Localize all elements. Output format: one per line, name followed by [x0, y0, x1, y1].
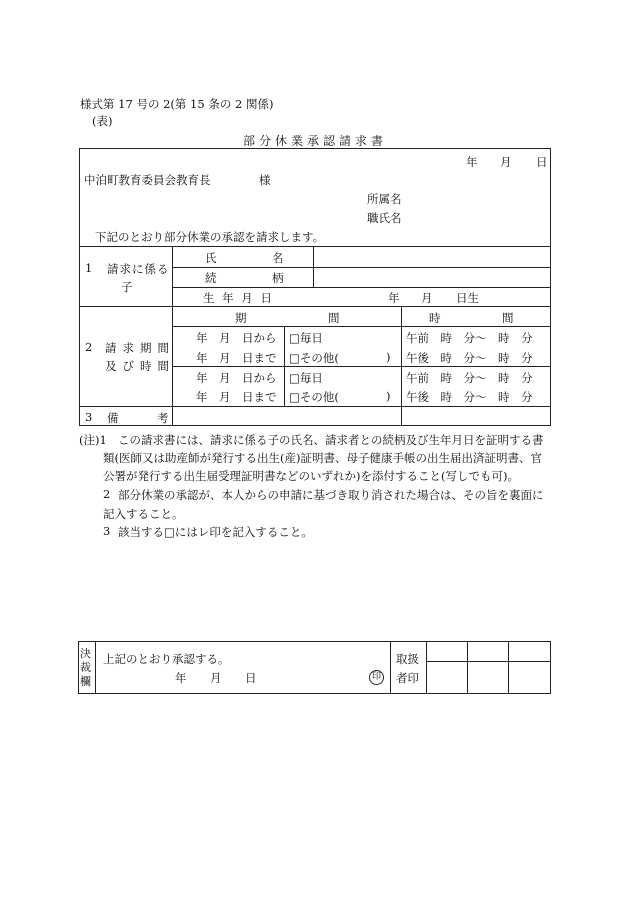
period-row-2: 年 月 日まで	[196, 351, 277, 365]
note1-line3: 公署が発行する出生届受理証明書などのいずれか)を添付すること(写しでも可)。	[103, 469, 519, 483]
approve-day: 日	[245, 671, 257, 685]
birthdate-day: 日生	[456, 291, 479, 305]
time-row-1: 午前 時 分～ 時 分	[406, 331, 533, 345]
time-header-b: 間	[502, 311, 514, 325]
note2-line2: 記入すること。	[103, 507, 184, 521]
page-title: 部分休業承認請求書	[243, 134, 388, 148]
option-row-2-close: )	[386, 350, 391, 364]
option-row-3: □毎日	[289, 371, 323, 385]
child-name-label-a: 氏	[205, 251, 217, 265]
notes-prefix: (注)1	[79, 433, 107, 447]
date-year-label: 年	[466, 155, 478, 169]
decision-label-3: 欄	[80, 675, 91, 688]
time-row-2: 午後 時 分～ 時 分	[406, 351, 533, 365]
note3-number: 3	[103, 524, 111, 538]
note1-line2: 類(医師又は助産師が発行する出生(産)証明書、母子健康手帳の出生届出済証明書、官	[103, 451, 542, 465]
handler-label: 取扱	[396, 652, 419, 666]
note1-line1: この請求書には、請求に係る子の氏名、請求者との続柄及び生年月日を証明する書	[118, 433, 544, 447]
department-label: 所属名	[367, 192, 402, 206]
addressee: 中泊町教育委員会教育長	[84, 173, 211, 187]
time-row-4: 午後 時 分～ 時 分	[406, 390, 533, 404]
relation-label-a: 続	[205, 271, 217, 285]
decision-label-1: 決	[80, 647, 91, 660]
seal-icon: 印	[369, 670, 384, 685]
section1-label-2: 子	[121, 280, 133, 294]
time-header-a: 時	[429, 311, 441, 325]
relation-label-b: 柄	[272, 271, 284, 285]
period-row-3: 年 月 日から	[196, 371, 277, 385]
option-row-2: □その他(	[289, 351, 339, 365]
form-number: 様式第 17 号の 2(第 15 条の 2 関係)	[80, 97, 274, 111]
section2-number: 2	[85, 340, 93, 354]
note2-number: 2	[103, 487, 111, 501]
period-row-1: 年 月 日から	[196, 331, 277, 345]
decision-box	[78, 641, 551, 694]
note2-line1: 部分休業の承認が、本人からの申請に基づき取り消された場合は、その旨を裏面に	[118, 488, 544, 502]
option-row-4: □その他(	[289, 390, 339, 404]
intro-text: 下記のとおり部分休業の承認を請求します。	[95, 230, 325, 244]
section1-number: 1	[85, 261, 93, 275]
date-day-label: 日	[536, 155, 548, 169]
period-header-a: 期	[235, 311, 247, 325]
birthdate-label: 生 年 月 日	[203, 291, 274, 305]
birthdate-month: 月	[421, 291, 433, 305]
period-header-b: 間	[328, 311, 340, 325]
remarks-label-b: 考	[157, 411, 169, 425]
birthdate-year: 年	[388, 291, 400, 305]
option-row-1: □毎日	[289, 331, 323, 345]
remarks-label-a: 備	[107, 411, 119, 425]
approve-month: 月	[210, 671, 222, 685]
decision-label-2: 裁	[80, 661, 91, 674]
period-row-4: 年 月 日まで	[196, 390, 277, 404]
child-name-label-b: 名	[272, 251, 284, 265]
section2-label-2: 及び時間	[105, 359, 175, 373]
addressee-honorific: 様	[259, 173, 271, 187]
approve-text: 上記のとおり承認する。	[103, 652, 230, 666]
form-side: (表)	[92, 114, 113, 128]
note3-line1: 該当する□にはレ印を記入すること。	[118, 525, 313, 539]
section1-label: 請求に係る	[107, 262, 170, 276]
date-month-label: 月	[500, 155, 512, 169]
time-row-3: 午前 時 分～ 時 分	[406, 371, 533, 385]
approve-year: 年	[175, 671, 187, 685]
section3-number: 3	[85, 410, 93, 424]
section2-label: 請求期間	[105, 341, 175, 355]
option-row-4-close: )	[386, 389, 391, 403]
applicant-name-label: 職氏名	[367, 211, 402, 225]
handler-label-2: 者印	[396, 671, 419, 685]
